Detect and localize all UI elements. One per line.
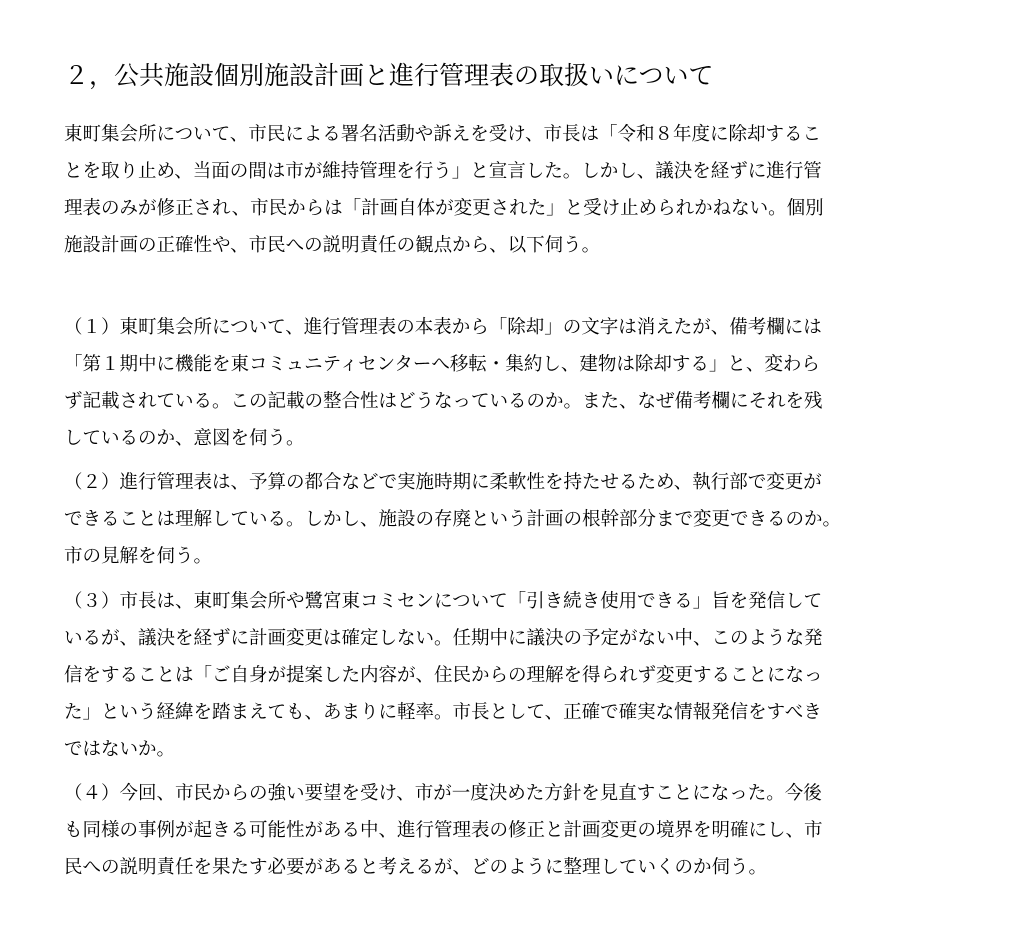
intro-line: 東町集会所について、市民による署名活動や訴えを受け、市長は「令和８年度に除却するこ bbox=[64, 124, 822, 145]
question-line: （４）今回、市民からの強い要望を受け、市が一度決めた方針を見直すことになった。今後 bbox=[64, 783, 822, 804]
intro-line: 理表のみが修正され、市民からは「計画自体が変更された」と受け止められかねない。個別 bbox=[64, 198, 824, 219]
question-line: ではないか。 bbox=[64, 739, 176, 760]
intro-line: 施設計画の正確性や、市民への説明責任の観点から、以下伺う。 bbox=[64, 235, 601, 256]
question-line: 信をすることは「ご自身が提案した内容が、住民からの理解を得られず変更することになっ bbox=[64, 665, 823, 686]
question-line: 「第１期中に機能を東コミュニティセンターへ移転・集約し、建物は除却する」と、変わら bbox=[64, 354, 820, 375]
question-line: しているのか、意図を伺う。 bbox=[64, 428, 305, 449]
question-line: できることは理解している。しかし、施設の存廃という計画の根幹部分まで変更できるのか。 bbox=[64, 509, 842, 530]
intro-line: とを取り止め、当面の間は市が維持管理を行う」と宣言した。しかし、議決を経ずに進行管 bbox=[64, 161, 822, 182]
question-line: いるが、議決を経ずに計画変更は確定しない。任期中に議決の予定がない中、このような発 bbox=[64, 628, 823, 649]
question-line: 市の見解を伺う。 bbox=[64, 546, 213, 567]
question-line: た」という経緯を踏まえても、あまりに軽率。市長として、正確で確実な情報発信をすべき bbox=[64, 702, 822, 723]
question-line: ず記載されている。この記載の整合性はどうなっているのか。また、なぜ備考欄にそれを残 bbox=[64, 391, 823, 412]
question-line: も同様の事例が起きる可能性がある中、進行管理表の修正と計画変更の境界を明確にし、市 bbox=[64, 820, 823, 841]
question-line: （３）市長は、東町集会所や鷺宮東コミセンについて「引き続き使用できる」旨を発信して bbox=[64, 591, 823, 612]
section-heading: ２，公共施設個別施設計画と進行管理表の取扱いについて bbox=[64, 61, 714, 90]
question-line: （１）東町集会所について、進行管理表の本表から「除却」の文字は消えたが、備考欄には bbox=[64, 317, 822, 338]
question-line: （２）進行管理表は、予算の都合などで実施時期に柔軟性を持たせるため、執行部で変更が bbox=[64, 472, 822, 493]
question-line: 民への説明責任を果たす必要があると考えるが、どのように整理していくのか伺う。 bbox=[64, 857, 768, 878]
